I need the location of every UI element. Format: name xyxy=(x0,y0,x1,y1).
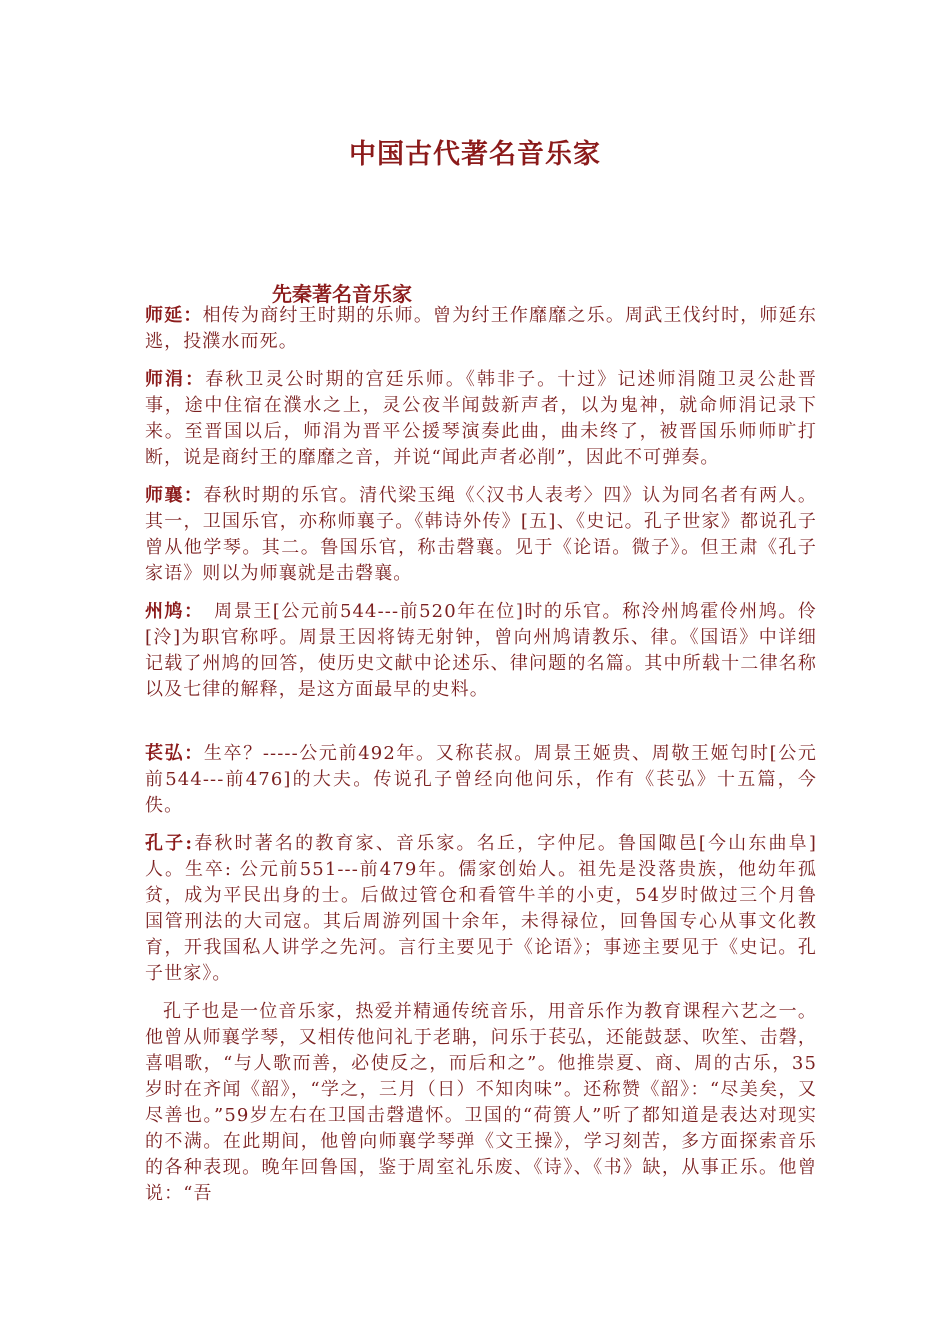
entry-text: 春秋卫灵公时期的宫廷乐师。《韩非子。十过》记述师涓随卫灵公赴晋事，途中住宿在濮水之上，灵公夜半闻鼓新声者，以为鬼神，就命师涓记录下来。至晋国以后，师涓为晋平公援琴演奏此曲，曲未终了，被晋国乐师师旷打断，说是商纣王的靡靡之音，并说“闻此声者必削”，因此不可弹奏。 xyxy=(145,369,817,468)
entry-text: 周景王[公元前544---前520年在位]时的乐官。称泠州鸠霍伶州鸠。伶[泠]为职官称呼。周景王因将铸无射钟，曾向州鸠请教乐、律。《国语》中详细记载了州鸠的回答，使历史文献中论述乐、律问题的名篇。其中所载十二律名称以及七律的解释，是这方面最早的史料。 xyxy=(145,601,817,700)
entry-chang-hong xyxy=(145,741,817,819)
entry-zhou-jiu xyxy=(145,599,817,703)
entry-text: 春秋时著名的教育家、音乐家。名丘，字仲尼。鲁国陬邑[今山东曲阜]人。生卒: 公元前551---前479年。儒家创始人。祖先是没落贵族，他幼年孤贫，成为平民出身的士。后做过管仓和看管牛羊的小吏，54岁时做过三个月鲁国管刑法的大司寇。其后周游列国十余年，未得禄位，回鲁国专心从事文化教育，开我国私人讲学之先河。言行主要见于《论语》；事迹主要见于《史记。孔子世家》。 xyxy=(145,833,817,984)
entry-shi-juan xyxy=(145,367,817,471)
entry-name: 师襄： xyxy=(145,485,204,506)
entry-confucius-music xyxy=(145,999,817,1207)
entry-text: 生卒？-----公元前492年。又称苌叔。周景王姬贵、周敬王姬匄时[公元前544---前476]的大夫。传说孔子曾经向他问乐，作有《苌弘》十五篇，今佚。 xyxy=(145,743,817,816)
entry-name: 师涓： xyxy=(145,369,206,390)
document-body xyxy=(145,303,817,1219)
entry-text: 相传为商纣王时期的乐师。曾为纣王作靡靡之乐。周武王伐纣时，师延东逃，投濮水而死。 xyxy=(145,305,817,352)
section-title: 先秦著名音乐家 xyxy=(272,282,412,306)
entry-confucius xyxy=(145,831,817,987)
entry-shi-xiang xyxy=(145,483,817,587)
entry-shi-yan xyxy=(145,303,817,355)
entry-name: 州鸠： xyxy=(145,601,195,622)
entry-name: 孔子: xyxy=(145,833,194,854)
page-title: 中国古代著名音乐家 xyxy=(349,139,601,170)
entry-text: 春秋时期的乐官。清代梁玉绳《〈汉书人表考〉四》认为同名者有两人。其一，卫国乐官，亦称师襄子。《韩诗外传》[五]、《史记。孔子世家》都说孔子曾从他学琴。其二。鲁国乐官，称击磬襄。见于《论语。微子》。但王肃《孔子家语》则以为师襄就是击磬襄。 xyxy=(145,485,817,584)
entry-name: 苌弘： xyxy=(145,743,204,764)
entry-name: 师延： xyxy=(145,305,203,326)
entry-text: 孔子也是一位音乐家，热爱并精通传统音乐，用音乐作为教育课程六艺之一。他曾从师襄学琴，又相传他问礼于老聃，问乐于苌弘，还能鼓瑟、吹笙、击磬，喜唱歌，“与人歌而善，必使反之，而后和之”。他推崇夏、商、周的古乐，35岁时在齐闻《韶》，“学之，三月（日）不知肉味”。还称赞《韶》：“尽美矣，又尽善也。”59岁左右在卫国击磬遣怀。卫国的“荷篑人”听了都知道是表达对现实的不满。在此期间，他曾向师襄学琴弹《文王操》，学习刻苦，多方面探索音乐的各种表现。晚年回鲁国，鉴于周室礼乐废、《诗》、《书》缺，从事正乐。他曾说：“吾 xyxy=(145,1001,817,1204)
